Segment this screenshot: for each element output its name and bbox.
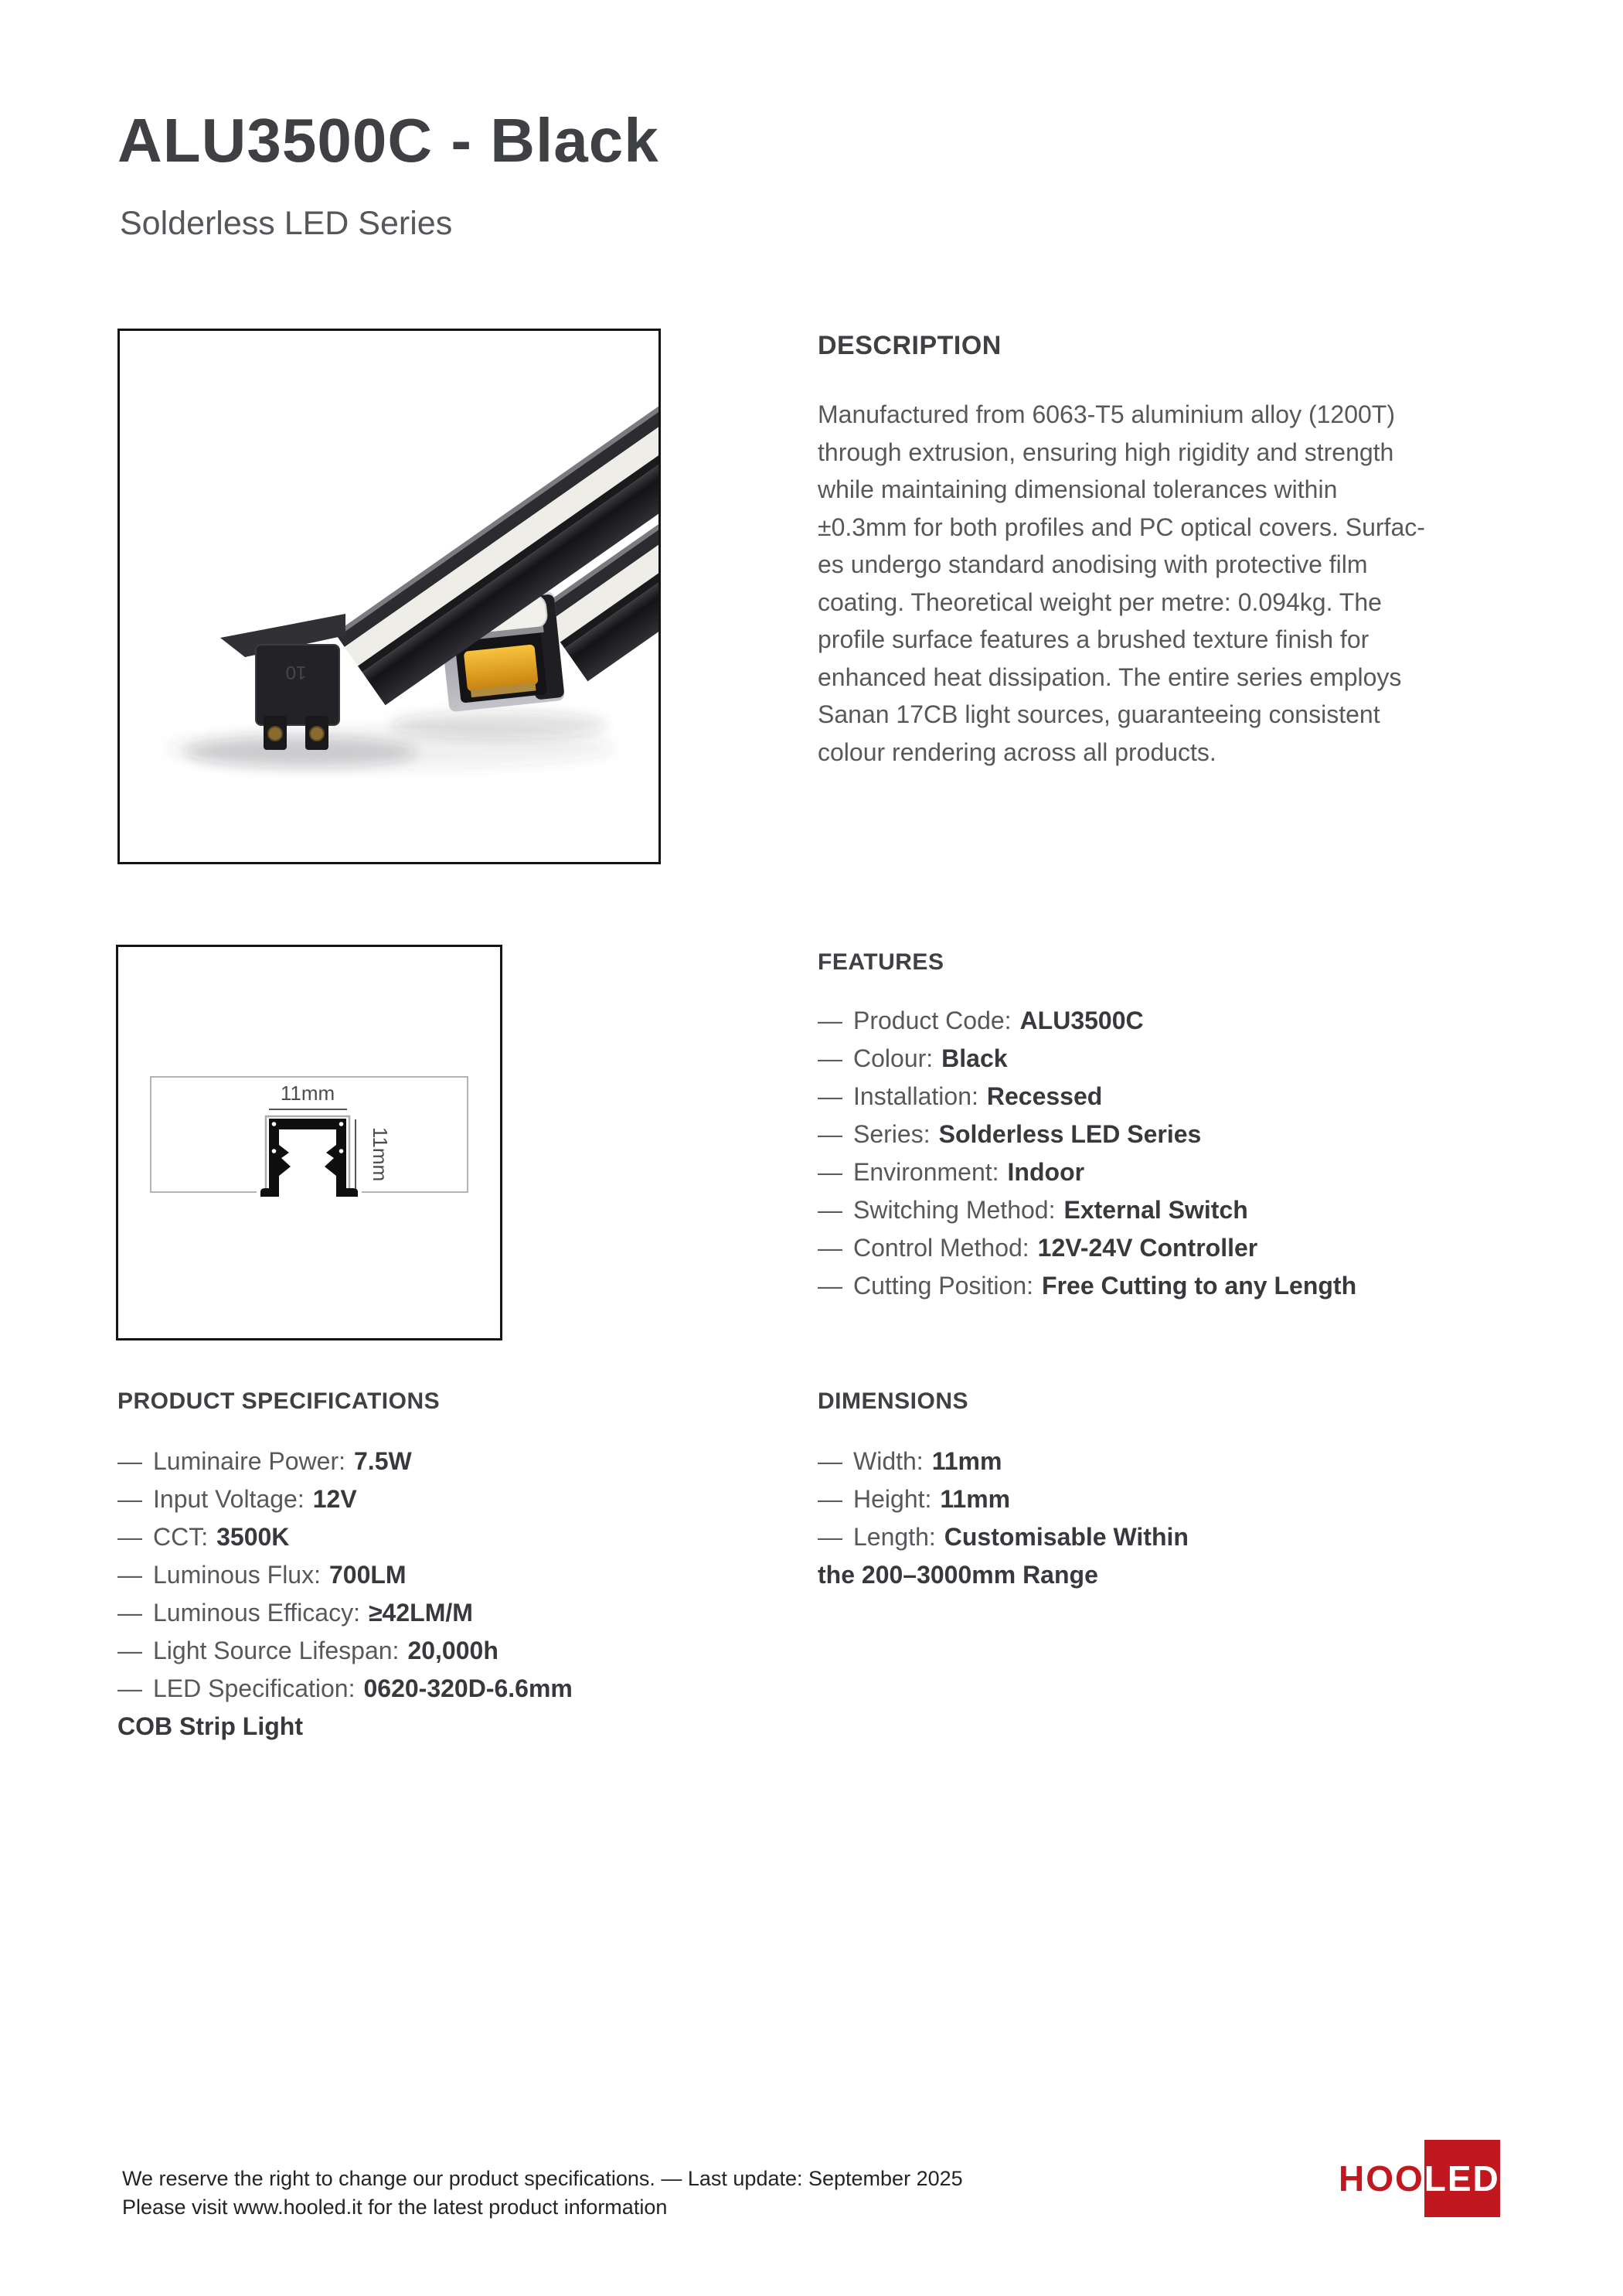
description-heading: DESCRIPTION <box>818 331 1002 360</box>
description-line: coating. Theoretical weight per metre: 0.094kg. The <box>818 588 1382 616</box>
description-line: Manufactured from 6063-T5 aluminium alloy (1200T) <box>818 400 1395 428</box>
product-photo <box>120 331 658 862</box>
dimension-item-continuation: the 200–3000mm Range <box>818 1561 1098 1589</box>
feature-item: — Installation: Recessed <box>818 1082 1103 1110</box>
dimension-item: — Length: Customisable Within <box>818 1523 1189 1551</box>
spec-item: — Light Source Lifespan: 20,000h <box>117 1637 498 1664</box>
description-line: Sanan 17CB light sources, guaranteeing consistent <box>818 700 1380 728</box>
dimension-diagram-frame <box>116 945 502 1340</box>
dimensions-heading: DIMENSIONS <box>818 1388 969 1414</box>
description-line: ±0.3mm for both profiles and PC optical covers. Surfac- <box>818 513 1425 541</box>
spec-item: — LED Specification: 0620-320D-6.6mm <box>117 1674 573 1702</box>
dimension-item: — Width: 11mm <box>818 1447 1002 1475</box>
width-dim-label: 11mm <box>280 1082 335 1105</box>
page-title: ALU3500C - Black <box>117 106 659 175</box>
description-line: es undergo standard anodising with protective film <box>818 550 1368 578</box>
description-line: colour rendering across all products. <box>818 738 1216 766</box>
description-line: while maintaining dimensional tolerances within <box>818 475 1338 503</box>
feature-item: — Cutting Position: Free Cutting to any Length <box>818 1272 1357 1300</box>
hooled-logo <box>1339 2140 1500 2217</box>
height-dim-label: 11mm <box>369 1126 392 1182</box>
description-line: through extrusion, ensuring high rigidity and strength <box>818 438 1394 466</box>
end-cap-marking: 10 <box>285 662 307 683</box>
specifications-list <box>117 1443 573 1746</box>
dimensions-list <box>818 1443 1189 1594</box>
footer-line-1: We reserve the right to change our product specifications. — Last update: September 2025 <box>122 2167 963 2190</box>
logo-text-led: LED <box>1424 2158 1500 2199</box>
photo-shadow <box>390 711 607 739</box>
feature-item: — Switching Method: External Switch <box>818 1196 1248 1224</box>
footer <box>122 2165 963 2222</box>
feature-item: — Environment: Indoor <box>818 1158 1085 1186</box>
description-line: profile surface features a brushed texture finish for <box>818 625 1370 653</box>
features-list <box>818 1002 1356 1305</box>
product-photo-frame <box>117 329 661 864</box>
dimension-diagram <box>118 947 500 1338</box>
logo-red-square <box>1424 2140 1500 2217</box>
spec-item: — CCT: 3500K <box>117 1523 290 1551</box>
photo-shadow <box>185 737 417 768</box>
spec-item: — Input Voltage: 12V <box>117 1485 357 1513</box>
logo-text-hoo: HOO <box>1339 2158 1424 2199</box>
features-heading: FEATURES <box>818 949 944 975</box>
dimension-item: — Height: 11mm <box>818 1485 1011 1513</box>
feature-item: — Colour: Black <box>818 1044 1008 1072</box>
footer-line-2: Please visit www.hooled.it for the latest product information <box>122 2196 668 2219</box>
end-cap <box>220 614 345 750</box>
spec-item: — Luminous Efficacy: ≥42LM/M <box>117 1599 473 1627</box>
spec-item: — Luminous Flux: 700LM <box>117 1561 407 1589</box>
feature-item: — Series: Solderless LED Series <box>818 1120 1202 1148</box>
description-line: enhanced heat dissipation. The entire series employs <box>818 663 1402 691</box>
feature-item: — Control Method: 12V-24V Controller <box>818 1234 1258 1262</box>
spec-item: — Luminaire Power: 7.5W <box>117 1447 412 1475</box>
profile-cross-section <box>260 1119 358 1197</box>
specifications-heading: PRODUCT SPECIFICATIONS <box>117 1388 441 1414</box>
description-paragraph <box>818 396 1536 771</box>
page-subtitle: Solderless LED Series <box>120 205 453 242</box>
feature-item: — Product Code: ALU3500C <box>818 1007 1144 1034</box>
spec-item-continuation: COB Strip Light <box>117 1712 303 1740</box>
